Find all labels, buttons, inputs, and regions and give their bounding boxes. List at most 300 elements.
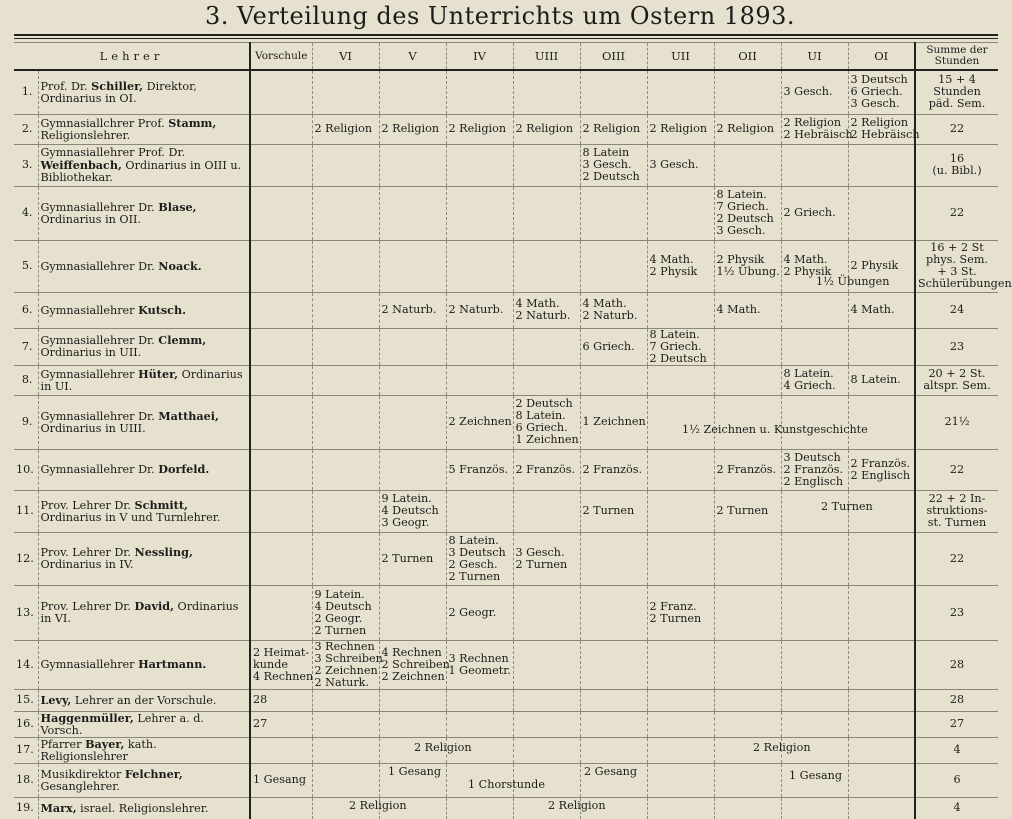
- name-bold: David,: [134, 599, 174, 613]
- subject-cell: [513, 186, 580, 240]
- subject-cell: [513, 585, 580, 640]
- subject-hours: 2 Franz. 2 Turnen: [649, 599, 702, 625]
- sum-hours: 28: [949, 657, 965, 671]
- subject-cell: [513, 144, 580, 186]
- name-bold: Noack.: [158, 258, 202, 273]
- table-row: [14, 737, 998, 763]
- vorschule-cell: [250, 711, 312, 737]
- subject-hours: 3 Gesch.: [783, 85, 833, 99]
- subject-cell: [446, 70, 513, 114]
- table-row: [14, 70, 998, 114]
- sum-hours: 27: [949, 717, 965, 730]
- subject-cell: [513, 240, 580, 292]
- subject-cell: [848, 532, 915, 585]
- subject-cell: [446, 186, 513, 240]
- span-marx-religion-mid: 2 Religion: [548, 799, 606, 812]
- sum-hours: 22: [949, 462, 965, 476]
- subject-cell: [513, 328, 580, 365]
- table-row: [14, 532, 998, 585]
- sum-hours: 22: [949, 551, 965, 565]
- header-summe: Summe der Stunden: [915, 43, 998, 71]
- subject-cell: [580, 292, 647, 328]
- subject-cell: [513, 490, 580, 532]
- sum-cell: [915, 365, 998, 395]
- subject-cell: [312, 144, 379, 186]
- vorschule-cell: [250, 689, 312, 711]
- name-suffix: Ordinarius in IV.: [40, 558, 134, 571]
- name-prefix: Gymnasiallehrer Dr.: [40, 409, 159, 423]
- subject-cell: [513, 711, 580, 737]
- subject-hours: 2 Religion 2 Hebräisch: [783, 116, 853, 141]
- span-felchner-gesang-mid: 2 Gesang: [584, 765, 638, 778]
- sum-hours: 21½: [944, 415, 970, 428]
- sum-cell: [915, 240, 1012, 292]
- subject-cell: [580, 186, 647, 240]
- subject-cell: [379, 449, 446, 490]
- name-suffix: israel. Religionslehrer.: [76, 801, 209, 815]
- row-number: 11.: [14, 490, 38, 532]
- subject-cell: [513, 640, 580, 689]
- subject-cell: [312, 711, 379, 737]
- subject-cell: [647, 114, 714, 144]
- sum-cell: [915, 449, 998, 490]
- row-number: 1.: [14, 70, 38, 114]
- name-bold: Nessling,: [134, 545, 193, 559]
- sum-cell: [915, 490, 998, 532]
- name-bold: Hartmann.: [138, 657, 207, 671]
- subject-hours: 28: [253, 693, 268, 706]
- teacher-name: [38, 763, 250, 797]
- subject-cell: [580, 240, 647, 292]
- span-marx-religion-low: 2 Religion: [349, 799, 407, 812]
- subject-hours: 1 Zeichnen: [582, 415, 646, 428]
- subject-cell: [312, 532, 379, 585]
- subject-cell: [580, 711, 647, 737]
- subject-cell: [714, 186, 781, 240]
- sum-cell: [915, 737, 998, 763]
- subject-cell: [647, 365, 714, 395]
- sum-hours: 22: [949, 206, 965, 219]
- subject-hours: 3 Deutsch 2 Französ. 2 Englisch: [783, 450, 844, 488]
- row-number: 2.: [14, 114, 38, 144]
- subject-cell: [513, 449, 580, 490]
- name-suffix: Ordinarius in UII.: [40, 346, 142, 359]
- subject-cell: [580, 737, 647, 763]
- sum-cell: [915, 640, 998, 689]
- sum-cell: [915, 532, 998, 585]
- row-number: 8.: [14, 365, 38, 395]
- subject-cell: [714, 365, 781, 395]
- subject-hours: 2 Geogr.: [448, 605, 497, 619]
- table-row: [14, 186, 998, 240]
- teacher-name: [38, 292, 250, 328]
- name-suffix: Lehrer an der Vorschule.: [71, 693, 217, 707]
- subject-cell: [446, 797, 513, 819]
- subject-cell: [781, 711, 848, 737]
- header-col: OII: [714, 43, 781, 71]
- sum-hours: 22 + 2 In- struktions- st. Turnen: [926, 492, 988, 529]
- span-noack-uebungen: 1½ Übungen: [816, 275, 890, 288]
- subject-cell: [446, 292, 513, 328]
- subject-cell: [513, 70, 580, 114]
- subject-cell: [513, 689, 580, 711]
- name-bold: Clemm,: [158, 333, 207, 347]
- subject-cell: [513, 365, 580, 395]
- subject-hours: 8 Latein. 7 Griech. 2 Deutsch: [649, 327, 707, 365]
- span-schmitt-turnen: 2 Turnen: [821, 500, 873, 513]
- subject-hours: 9 Latein. 4 Deutsch 2 Geogr. 2 Turnen: [314, 587, 372, 637]
- name-prefix: Gymnasiallchrer Prof.: [40, 116, 169, 130]
- subject-cell: [379, 144, 446, 186]
- sum-hours: 20 + 2 St. altspr. Sem.: [923, 367, 991, 392]
- span-felchner-gesang-low: 1 Gesang: [388, 765, 442, 778]
- subject-cell: [580, 449, 647, 490]
- name-suffix: Gesanglehrer.: [40, 779, 120, 793]
- subject-cell: [714, 114, 781, 144]
- subject-cell: [513, 114, 580, 144]
- subject-hours: 2 Französ.: [716, 462, 777, 476]
- row-number: 19.: [14, 797, 38, 819]
- subject-cell: [580, 114, 647, 144]
- header-vorschule: Vorschule: [250, 43, 312, 71]
- name-bold: Felchner,: [124, 766, 183, 781]
- name-suffix: Lehrer a. d. Vorsch.: [40, 711, 204, 737]
- subject-cell: [714, 449, 781, 490]
- subject-hours: 4 Math. 2 Naturb.: [515, 297, 571, 322]
- subject-hours: 3 Gesch. 2 Turnen: [515, 545, 568, 571]
- row-number: 3.: [14, 144, 38, 186]
- name-suffix: Ordinarius in VI.: [40, 600, 239, 625]
- name-suffix: kath. Religionslehrer: [40, 737, 157, 763]
- subject-hours: 8 Latein. 7 Griech. 2 Deutsch 3 Gesch.: [716, 188, 774, 237]
- subject-cell: [848, 763, 915, 797]
- subject-cell: [379, 70, 446, 114]
- subject-cell: [312, 639, 383, 689]
- table-row: [14, 797, 998, 819]
- subject-hours: 3 Deutsch 6 Griech. 3 Gesch.: [850, 73, 908, 111]
- subject-cell: [647, 144, 714, 186]
- teacher-name: [38, 449, 250, 490]
- subject-hours: 1 Gesang: [253, 773, 307, 786]
- subject-cell: [446, 585, 513, 640]
- subject-cell: [848, 328, 915, 365]
- sum-cell: [915, 144, 998, 186]
- table-row: [14, 395, 998, 449]
- subject-cell: [714, 292, 781, 328]
- teacher-name: [38, 689, 250, 711]
- subject-cell: [714, 70, 781, 114]
- sum-hours: 23: [949, 605, 965, 619]
- subject-hours: 8 Latein 3 Gesch. 2 Deutsch: [582, 146, 640, 183]
- subject-hours: 3 Rechnen 3 Schreiben 2 Zeichnen 2 Naturk.: [314, 639, 383, 689]
- row-number: 9.: [14, 395, 38, 449]
- span-bayer-religion-low: 2 Religion: [414, 741, 472, 754]
- subject-cell: [379, 292, 446, 328]
- sum-hours: 24: [949, 303, 965, 316]
- subject-hours: 2 Religion: [515, 122, 574, 135]
- subject-hours: 4 Math.: [716, 303, 761, 316]
- name-prefix: Prof. Dr.: [40, 79, 92, 93]
- subject-cell: [312, 449, 379, 490]
- subject-cell: [379, 365, 446, 395]
- table-row: [14, 328, 998, 365]
- subject-cell: [714, 395, 781, 449]
- teacher-name: [38, 114, 250, 144]
- name-bold: Marx,: [40, 800, 77, 815]
- name-prefix: Gymnasiallehrer: [40, 303, 139, 317]
- subject-hours: 8 Latein. 3 Deutsch 2 Gesch. 2 Turnen: [448, 533, 506, 583]
- span-matthaei-kunst: 1½ Zeichnen u. Kunstgeschichte: [682, 423, 868, 436]
- subject-cell: [848, 640, 915, 689]
- sum-cell: [915, 328, 998, 365]
- subject-cell: [781, 395, 848, 449]
- vorschule-cell: [250, 449, 312, 490]
- subject-cell: [312, 689, 379, 711]
- subject-cell: [647, 797, 714, 819]
- table-row: [14, 144, 998, 186]
- subject-cell: [446, 449, 513, 490]
- subject-cell: [580, 490, 647, 532]
- top-rule: [14, 34, 998, 36]
- subject-cell: [580, 395, 647, 449]
- name-prefix: Prov. Lehrer Dr.: [40, 498, 135, 512]
- subject-hours: 6 Griech.: [582, 339, 635, 353]
- subject-cell: [647, 763, 714, 797]
- row-number: 10.: [14, 449, 38, 490]
- subject-cell: [379, 532, 446, 585]
- teacher-name: [38, 532, 250, 585]
- vorschule-cell: [250, 532, 312, 585]
- subject-hours: 27: [253, 717, 268, 730]
- subject-cell: [312, 395, 379, 449]
- subject-cell: [647, 292, 714, 328]
- subject-hours: 5 Französ.: [448, 462, 509, 476]
- vorschule-cell: [250, 797, 312, 819]
- subject-cell: [781, 797, 848, 819]
- subject-hours: 4 Math. 2 Physik: [649, 253, 698, 278]
- row-number: 13.: [14, 585, 38, 640]
- subject-cell: [848, 585, 915, 640]
- subject-hours: 2 Französ. 2 Englisch: [850, 456, 911, 482]
- table-row: [14, 292, 998, 328]
- subject-hours: 9 Latein. 4 Deutsch 3 Geogr.: [381, 492, 439, 529]
- sum-hours: 4: [953, 743, 961, 756]
- vorschule-cell: [250, 114, 312, 144]
- subject-cell: [848, 449, 915, 490]
- subject-cell: [580, 365, 647, 395]
- subject-cell: [312, 186, 379, 240]
- subject-cell: [714, 144, 781, 186]
- subject-cell: [714, 490, 781, 532]
- name-prefix: Gymnasiallehrer: [40, 658, 139, 671]
- sum-cell: [915, 797, 998, 819]
- subject-cell: [379, 640, 450, 689]
- vorschule-cell: [250, 737, 312, 763]
- row-number: 18.: [14, 763, 38, 797]
- header-col: V: [379, 43, 446, 71]
- teacher-name: [38, 797, 250, 819]
- subject-cell: [848, 365, 915, 395]
- subject-cell: [446, 328, 513, 365]
- name-prefix: Pfarrer: [40, 737, 86, 751]
- teacher-name: [38, 186, 250, 240]
- header-col: VI: [312, 43, 379, 71]
- subject-hours: 2 Religion: [716, 122, 775, 135]
- subject-hours: 2 Naturb.: [448, 303, 504, 316]
- subject-hours: 2 Religion: [448, 122, 507, 135]
- subject-cell: [379, 711, 446, 737]
- subject-cell: [379, 490, 446, 532]
- subject-hours: 2 Französ.: [515, 462, 576, 476]
- subject-cell: [781, 328, 848, 365]
- subject-cell: [513, 395, 580, 449]
- vorschule-cell: [250, 395, 312, 449]
- subject-hours: 8 Latein.: [850, 373, 901, 386]
- teacher-name: [38, 240, 250, 292]
- name-bold: Weiffenbach,: [40, 157, 122, 172]
- name-bold: Haggenmüller,: [40, 710, 134, 725]
- subject-cell: [848, 711, 915, 737]
- subject-cell: [781, 365, 848, 395]
- subject-cell: [379, 585, 446, 640]
- header-col: UII: [647, 43, 714, 71]
- subject-hours: 2 Physik 1½ Übung.: [716, 253, 780, 278]
- subject-cell: [781, 144, 848, 186]
- name-bold: Stamm,: [168, 115, 217, 130]
- subject-cell: [647, 711, 714, 737]
- subject-cell: [312, 490, 379, 532]
- subject-cell: [446, 114, 513, 144]
- subject-cell: [513, 737, 580, 763]
- name-bold: Dorfeld.: [158, 462, 210, 476]
- subject-hours: 2 Heimat- kunde 4 Rechnen: [253, 645, 314, 683]
- header-col: UI: [781, 43, 848, 71]
- row-number: 17.: [14, 737, 38, 763]
- span-felchner-chorstunde: 1 Chorstunde: [468, 778, 545, 791]
- teacher-name: [38, 395, 250, 449]
- name-suffix: Ordinarius in V und Turnlehrer.: [40, 510, 221, 524]
- vorschule-cell: [250, 292, 312, 328]
- sum-cell: [915, 114, 998, 144]
- vorschule-cell: [250, 640, 312, 689]
- subject-cell: [379, 328, 446, 365]
- subject-cell: [312, 737, 379, 763]
- sum-cell: [915, 292, 998, 328]
- subject-cell: [379, 114, 446, 144]
- subject-cell: [580, 640, 647, 689]
- top-rule-thin: [14, 38, 998, 39]
- subject-hours: 2 Naturb.: [381, 303, 437, 316]
- row-number: 6.: [14, 292, 38, 328]
- name-prefix: Gymnasiallehrer: [40, 367, 139, 381]
- subject-cell: [647, 689, 714, 711]
- subject-cell: [580, 70, 647, 114]
- subject-cell: [580, 689, 647, 711]
- sum-cell: [915, 70, 998, 114]
- subject-cell: [312, 240, 379, 292]
- sum-hours: 6: [953, 773, 961, 786]
- subject-hours: 2 Religion: [582, 122, 641, 135]
- name-prefix: Gymnasiallehrer Dr.: [40, 334, 159, 347]
- subject-cell: [781, 640, 848, 689]
- name-prefix: Musikdirektor: [40, 767, 125, 781]
- header-col: OIII: [580, 43, 647, 71]
- subject-cell: [848, 114, 920, 144]
- teacher-name: [38, 365, 250, 395]
- subject-hours: 2 Französ.: [582, 462, 643, 476]
- name-bold: Schiller,: [91, 78, 144, 93]
- subject-hours: 4 Math. 2 Physik: [783, 253, 832, 278]
- name-bold: Levy,: [40, 692, 72, 707]
- table-row: [14, 689, 998, 711]
- subject-cell: [647, 449, 714, 490]
- subject-cell: [647, 532, 714, 585]
- sum-hours: 16 (u. Bibl.): [932, 152, 982, 177]
- teacher-name: [38, 585, 250, 640]
- subject-hours: 2 Deutsch 8 Latein. 6 Griech. 1 Zeichnen: [515, 397, 579, 446]
- table-row: [14, 365, 998, 395]
- subject-hours: 2 Turnen: [582, 504, 635, 517]
- header-col: OI: [848, 43, 915, 71]
- subject-cell: [446, 532, 513, 585]
- subject-cell: [714, 711, 781, 737]
- sum-hours: 4: [953, 801, 961, 815]
- vorschule-cell: [250, 70, 312, 114]
- sum-cell: [915, 395, 998, 449]
- name-bold: Matthaei,: [158, 408, 219, 423]
- name-bold: Bayer,: [85, 736, 125, 751]
- subject-cell: [446, 144, 513, 186]
- header-col: UIII: [513, 43, 580, 71]
- subject-cell: [848, 70, 915, 114]
- subject-cell: [714, 689, 781, 711]
- subject-hours: 3 Rechnen 1 Geometr.: [448, 651, 511, 677]
- subject-cell: [714, 640, 781, 689]
- subject-hours: 8 Latein. 4 Griech.: [783, 367, 836, 392]
- table-row: [14, 114, 998, 144]
- sum-cell: [915, 689, 998, 711]
- subject-hours: 2 Religion: [649, 122, 708, 135]
- teacher-name: [38, 490, 250, 532]
- vorschule-cell: [250, 144, 312, 186]
- row-number: 16.: [14, 711, 38, 737]
- subject-cell: [312, 585, 379, 640]
- subject-cell: [379, 240, 446, 292]
- subject-cell: [714, 328, 781, 365]
- row-number: 15.: [14, 689, 38, 711]
- sum-hours: 23: [949, 339, 965, 353]
- subject-cell: [312, 328, 379, 365]
- subject-cell: [580, 328, 647, 365]
- table-row: [14, 449, 998, 490]
- subject-cell: [312, 365, 379, 395]
- subject-cell: [647, 737, 714, 763]
- subject-cell: [379, 689, 446, 711]
- table-row: [14, 585, 998, 640]
- subject-cell: [647, 70, 714, 114]
- subject-cell: [714, 240, 781, 292]
- vorschule-cell: [250, 240, 312, 292]
- subject-cell: [312, 292, 379, 328]
- table-row: [14, 711, 998, 737]
- subject-cell: [781, 689, 848, 711]
- subject-cell: [446, 240, 513, 292]
- subject-cell: [647, 328, 714, 365]
- teacher-name: [38, 144, 250, 186]
- vorschule-cell: [250, 585, 312, 640]
- row-number: 12.: [14, 532, 38, 585]
- name-prefix: Prov. Lehrer Dr.: [40, 546, 135, 559]
